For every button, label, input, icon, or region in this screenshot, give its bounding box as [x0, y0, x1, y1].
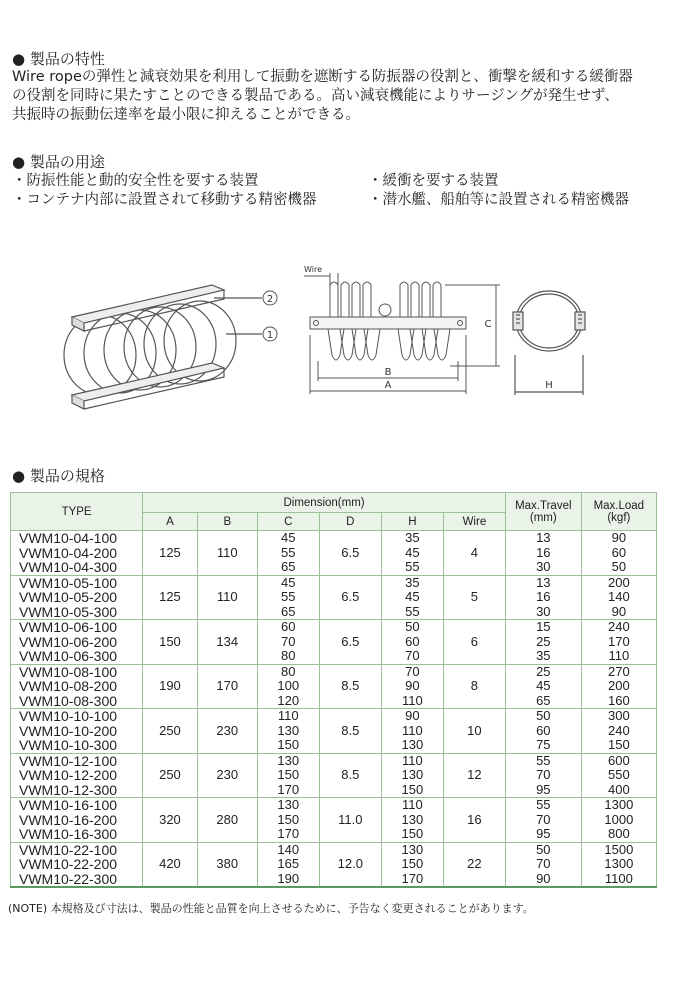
cell-line: 165	[277, 856, 300, 871]
cell-line: 60	[405, 633, 420, 649]
cell-line: VWM10-12-300	[19, 781, 118, 798]
table-row	[11, 531, 657, 576]
cell-d: 8.5	[319, 664, 381, 709]
col-a: A	[143, 513, 198, 531]
features-line: 共振時の振動伝達率を最小限に抑えることができる。	[12, 107, 360, 123]
cell-line: VWM10-08-100	[19, 663, 118, 680]
cell-b: 230	[197, 709, 257, 754]
cell-h	[381, 842, 443, 887]
cell-line: 200	[607, 678, 630, 693]
cell-line: 55	[281, 544, 296, 560]
uses-list	[12, 172, 672, 210]
callout-1-label: 1	[266, 330, 274, 341]
cell-d: 6.5	[319, 531, 381, 576]
spec-table-body	[11, 531, 657, 888]
use-item: ・潜水艦、船舶等に設置される精密機器	[368, 192, 629, 208]
cell-line: 16	[536, 589, 551, 604]
col-travel-unit: (mm)	[529, 511, 557, 524]
cell-wire: 4	[443, 531, 505, 576]
cell-b: 134	[197, 620, 257, 665]
cell-line: 300	[607, 708, 630, 723]
cell-line: 25	[536, 663, 551, 679]
cell-line: 50	[536, 708, 551, 723]
cell-a: 125	[143, 531, 198, 576]
cell-c	[257, 798, 319, 843]
cell-line: 130	[401, 841, 424, 857]
use-item: ・緩衝を要する装置	[368, 173, 499, 189]
cell-line: 200	[607, 574, 630, 590]
cell-c	[257, 575, 319, 620]
cell-b: 230	[197, 753, 257, 798]
dim-c-label: C	[484, 319, 492, 330]
cell-line: 190	[277, 870, 300, 886]
cell-line: 45	[405, 544, 420, 560]
cell-type	[11, 620, 143, 665]
cell-line: VWM10-05-100	[19, 574, 118, 591]
cell-load	[581, 620, 656, 665]
cell-a: 250	[143, 753, 198, 798]
cell-load	[581, 842, 656, 887]
cell-a: 420	[143, 842, 198, 887]
cell-line: 1000	[604, 811, 634, 827]
cell-line: 70	[405, 663, 420, 679]
col-b: B	[197, 513, 257, 531]
cell-a: 320	[143, 798, 198, 843]
cell-d: 8.5	[319, 709, 381, 754]
cell-line: 110	[402, 752, 423, 768]
cell-c	[257, 664, 319, 709]
cell-line: 80	[281, 648, 296, 663]
cell-line: 170	[607, 633, 630, 649]
cell-c	[257, 753, 319, 798]
col-d: D	[319, 513, 381, 531]
cell-line: 150	[277, 767, 300, 782]
cell-line: 45	[281, 530, 296, 545]
features-heading: ● 製品の特性	[12, 50, 105, 68]
cell-load	[581, 753, 656, 798]
cell-line: 65	[281, 603, 296, 619]
cell-line: 30	[536, 603, 551, 619]
cell-line: VWM10-10-100	[19, 708, 118, 724]
cell-h	[381, 664, 443, 709]
cell-travel	[505, 620, 581, 665]
cell-line: 50	[536, 841, 551, 857]
cell-line: VWM10-22-200	[19, 856, 118, 872]
cell-line: VWM10-10-300	[19, 737, 118, 753]
cell-a: 150	[143, 620, 198, 665]
cell-line: 70	[281, 633, 296, 649]
features-paragraph	[12, 68, 672, 125]
cell-line: 140	[277, 841, 300, 857]
cell-line: VWM10-05-200	[19, 589, 118, 605]
cell-line: 45	[281, 574, 296, 590]
cell-line: VWM10-12-100	[19, 752, 118, 769]
cell-line: 95	[536, 781, 551, 797]
cell-line: 110	[277, 708, 299, 723]
cell-line: VWM10-06-100	[19, 619, 118, 635]
wire-label: Wire	[304, 265, 322, 274]
cell-line: 550	[607, 767, 630, 782]
cell-wire: 22	[443, 842, 505, 887]
cell-line: 55	[405, 559, 420, 574]
cell-h	[381, 753, 443, 798]
cell-line: 170	[401, 870, 424, 886]
cell-d: 8.5	[319, 753, 381, 798]
cell-line: VWM10-05-300	[19, 603, 118, 620]
table-row	[11, 709, 657, 754]
cell-type	[11, 664, 143, 709]
cell-c	[257, 842, 319, 887]
cell-line: 55	[536, 752, 551, 768]
cell-line: 90	[405, 678, 420, 693]
col-travel	[505, 493, 581, 531]
cell-h	[381, 709, 443, 754]
cell-line: 1300	[604, 856, 634, 871]
col-wire: Wire	[443, 513, 505, 531]
cell-a: 125	[143, 575, 198, 620]
cell-d: 6.5	[319, 575, 381, 620]
col-load	[581, 493, 656, 531]
cell-h	[381, 620, 443, 665]
cell-line: 110	[402, 722, 423, 738]
cell-line: VWM10-16-100	[19, 797, 118, 813]
front-view	[304, 273, 500, 394]
use-item: ・コンテナ内部に設置されて移動する精密機器	[12, 192, 317, 208]
cell-travel	[505, 709, 581, 754]
cell-line: 30	[536, 559, 551, 574]
cell-type	[11, 753, 143, 798]
note-text: (NOTE) 本規格及び寸法は、製品の性能と品質を向上させるために、予告なく変更されることがあります。	[8, 902, 534, 915]
cell-line: 130	[401, 737, 424, 752]
cell-wire: 10	[443, 709, 505, 754]
callout-2-label: 2	[266, 294, 274, 305]
cell-wire: 6	[443, 620, 505, 665]
cell-line: 50	[611, 559, 627, 574]
cell-b: 280	[197, 798, 257, 843]
cell-line: 150	[277, 811, 300, 827]
col-dimension: Dimension(mm)	[143, 493, 506, 513]
cell-line: 65	[281, 559, 296, 574]
cell-travel	[505, 753, 581, 798]
cell-line: 75	[536, 737, 551, 752]
cell-line: VWM10-08-200	[19, 678, 118, 694]
cell-load	[581, 709, 656, 754]
cell-line: 600	[607, 752, 630, 768]
cell-line: 110	[402, 797, 423, 812]
table-row	[11, 842, 657, 887]
cell-line: VWM10-12-200	[19, 767, 118, 783]
cell-line: 150	[401, 826, 424, 841]
cell-b: 110	[197, 531, 257, 576]
cell-travel	[505, 842, 581, 887]
cell-line: VWM10-16-200	[19, 811, 118, 828]
cell-line: 240	[607, 722, 630, 738]
cell-type	[11, 531, 143, 576]
cell-c	[257, 709, 319, 754]
cell-d: 12.0	[319, 842, 381, 887]
cell-travel	[505, 575, 581, 620]
cell-line: 70	[536, 811, 551, 827]
table-row	[11, 753, 657, 798]
cell-h	[381, 798, 443, 843]
cell-line: 100	[277, 678, 300, 693]
cell-line: 130	[401, 811, 424, 827]
cell-line: 35	[405, 574, 420, 590]
cell-load	[581, 575, 656, 620]
col-load-label: Max.Load	[593, 499, 645, 512]
cell-line: VWM10-16-300	[19, 826, 118, 842]
cell-line: 130	[277, 797, 300, 812]
cell-d: 6.5	[319, 620, 381, 665]
cell-travel	[505, 664, 581, 709]
cell-line: 25	[536, 633, 551, 649]
cell-line: 80	[281, 663, 296, 679]
cell-line: 90	[405, 708, 420, 723]
spec-heading: ● 製品の規格	[12, 467, 105, 485]
cell-line: 70	[405, 648, 420, 663]
cell-wire: 5	[443, 575, 505, 620]
features-line: の役割を同時に果たすことのできる製品である。高い減衰機能によりサージングが発生せず、	[12, 88, 619, 104]
cell-line: 60	[281, 619, 296, 634]
col-type: TYPE	[11, 493, 143, 531]
cell-line: 110	[608, 648, 630, 663]
table-row	[11, 798, 657, 843]
cell-line: 90	[536, 870, 551, 886]
isometric-view	[64, 285, 262, 409]
cell-a: 190	[143, 664, 198, 709]
cell-wire: 12	[443, 753, 505, 798]
cell-line: 13	[536, 530, 551, 545]
cell-b: 170	[197, 664, 257, 709]
cell-travel	[505, 798, 581, 843]
cell-a: 250	[143, 709, 198, 754]
cell-load	[581, 664, 656, 709]
cell-line: 150	[277, 737, 300, 752]
product-diagram	[0, 255, 680, 415]
cell-line: 1300	[604, 797, 634, 812]
cell-line: 55	[405, 603, 420, 619]
cell-line: VWM10-04-300	[19, 559, 118, 575]
cell-line: 50	[405, 619, 420, 634]
cell-line: 150	[607, 737, 630, 752]
col-load-unit: (kgf)	[607, 511, 631, 524]
cell-line: 35	[405, 530, 420, 545]
cell-b: 380	[197, 842, 257, 887]
cell-line: 400	[607, 781, 630, 797]
cell-line: 130	[277, 752, 300, 768]
cell-line: 16	[536, 544, 551, 560]
col-travel-label: Max.Travel	[515, 499, 572, 512]
spec-table	[10, 492, 657, 888]
col-c: C	[257, 513, 319, 531]
cell-line: VWM10-06-300	[19, 648, 118, 664]
cell-line: 70	[536, 856, 551, 871]
cell-line: 45	[536, 678, 551, 693]
cell-line: 1500	[604, 841, 634, 857]
cell-line: 270	[607, 663, 630, 679]
dim-a-label: A	[384, 380, 392, 391]
cell-travel	[505, 531, 581, 576]
cell-line: 95	[536, 826, 551, 841]
cell-line: VWM10-08-300	[19, 692, 118, 709]
cell-line: 130	[277, 722, 300, 738]
cell-line: 15	[536, 619, 551, 634]
cell-b: 110	[197, 575, 257, 620]
cell-wire: 8	[443, 664, 505, 709]
cell-line: 120	[277, 692, 300, 708]
cell-line: 60	[611, 544, 627, 560]
cell-line: 160	[607, 692, 630, 708]
cell-type	[11, 575, 143, 620]
cell-line: 35	[536, 648, 551, 663]
cell-line: VWM10-22-300	[19, 870, 118, 887]
cell-line: VWM10-04-200	[19, 544, 118, 561]
cell-line: 90	[611, 603, 627, 619]
cell-line: 1100	[604, 870, 633, 886]
cell-d: 11.0	[319, 798, 381, 843]
col-h: H	[381, 513, 443, 531]
cell-line: 170	[277, 826, 300, 841]
cell-type	[11, 842, 143, 887]
table-row	[11, 620, 657, 665]
cell-type	[11, 709, 143, 754]
dim-h-label: H	[545, 380, 553, 391]
cell-line: 65	[536, 692, 551, 708]
features-line: Wire ropeの弾性と減衰効果を利用して振動を遮断する防振器の役割と、衝撃を緩和する緩衝器	[12, 69, 633, 85]
uses-heading: ● 製品の用途	[12, 153, 105, 171]
cell-line: 150	[401, 856, 424, 871]
use-item: ・防振性能と動的安全性を要する装置	[12, 173, 259, 189]
dim-b-label: B	[384, 367, 392, 378]
table-row	[11, 664, 657, 709]
cell-line: 150	[401, 781, 424, 797]
table-row	[11, 575, 657, 620]
cell-line: VWM10-04-100	[19, 530, 118, 546]
cell-line: VWM10-22-100	[19, 841, 118, 858]
cell-line: 55	[281, 589, 296, 604]
cell-line: 45	[405, 589, 420, 604]
cell-h	[381, 531, 443, 576]
cell-line: 13	[536, 574, 551, 590]
cell-load	[581, 798, 656, 843]
cell-line: 140	[607, 589, 630, 604]
cell-line: 70	[536, 767, 551, 782]
cell-type	[11, 798, 143, 843]
cell-h	[381, 575, 443, 620]
cell-line: 240	[607, 619, 630, 634]
cell-line: 60	[536, 722, 551, 738]
cell-wire: 16	[443, 798, 505, 843]
cell-line: 90	[611, 530, 627, 545]
cell-c	[257, 620, 319, 665]
cell-c	[257, 531, 319, 576]
cell-line: 110	[402, 692, 423, 708]
cell-line: 130	[401, 767, 424, 782]
cell-line: 170	[277, 781, 300, 797]
cell-line: VWM10-06-200	[19, 633, 118, 650]
cell-line: 55	[536, 797, 551, 812]
cell-load	[581, 531, 656, 576]
cell-line: VWM10-10-200	[19, 722, 118, 739]
cell-line: 800	[607, 826, 630, 841]
